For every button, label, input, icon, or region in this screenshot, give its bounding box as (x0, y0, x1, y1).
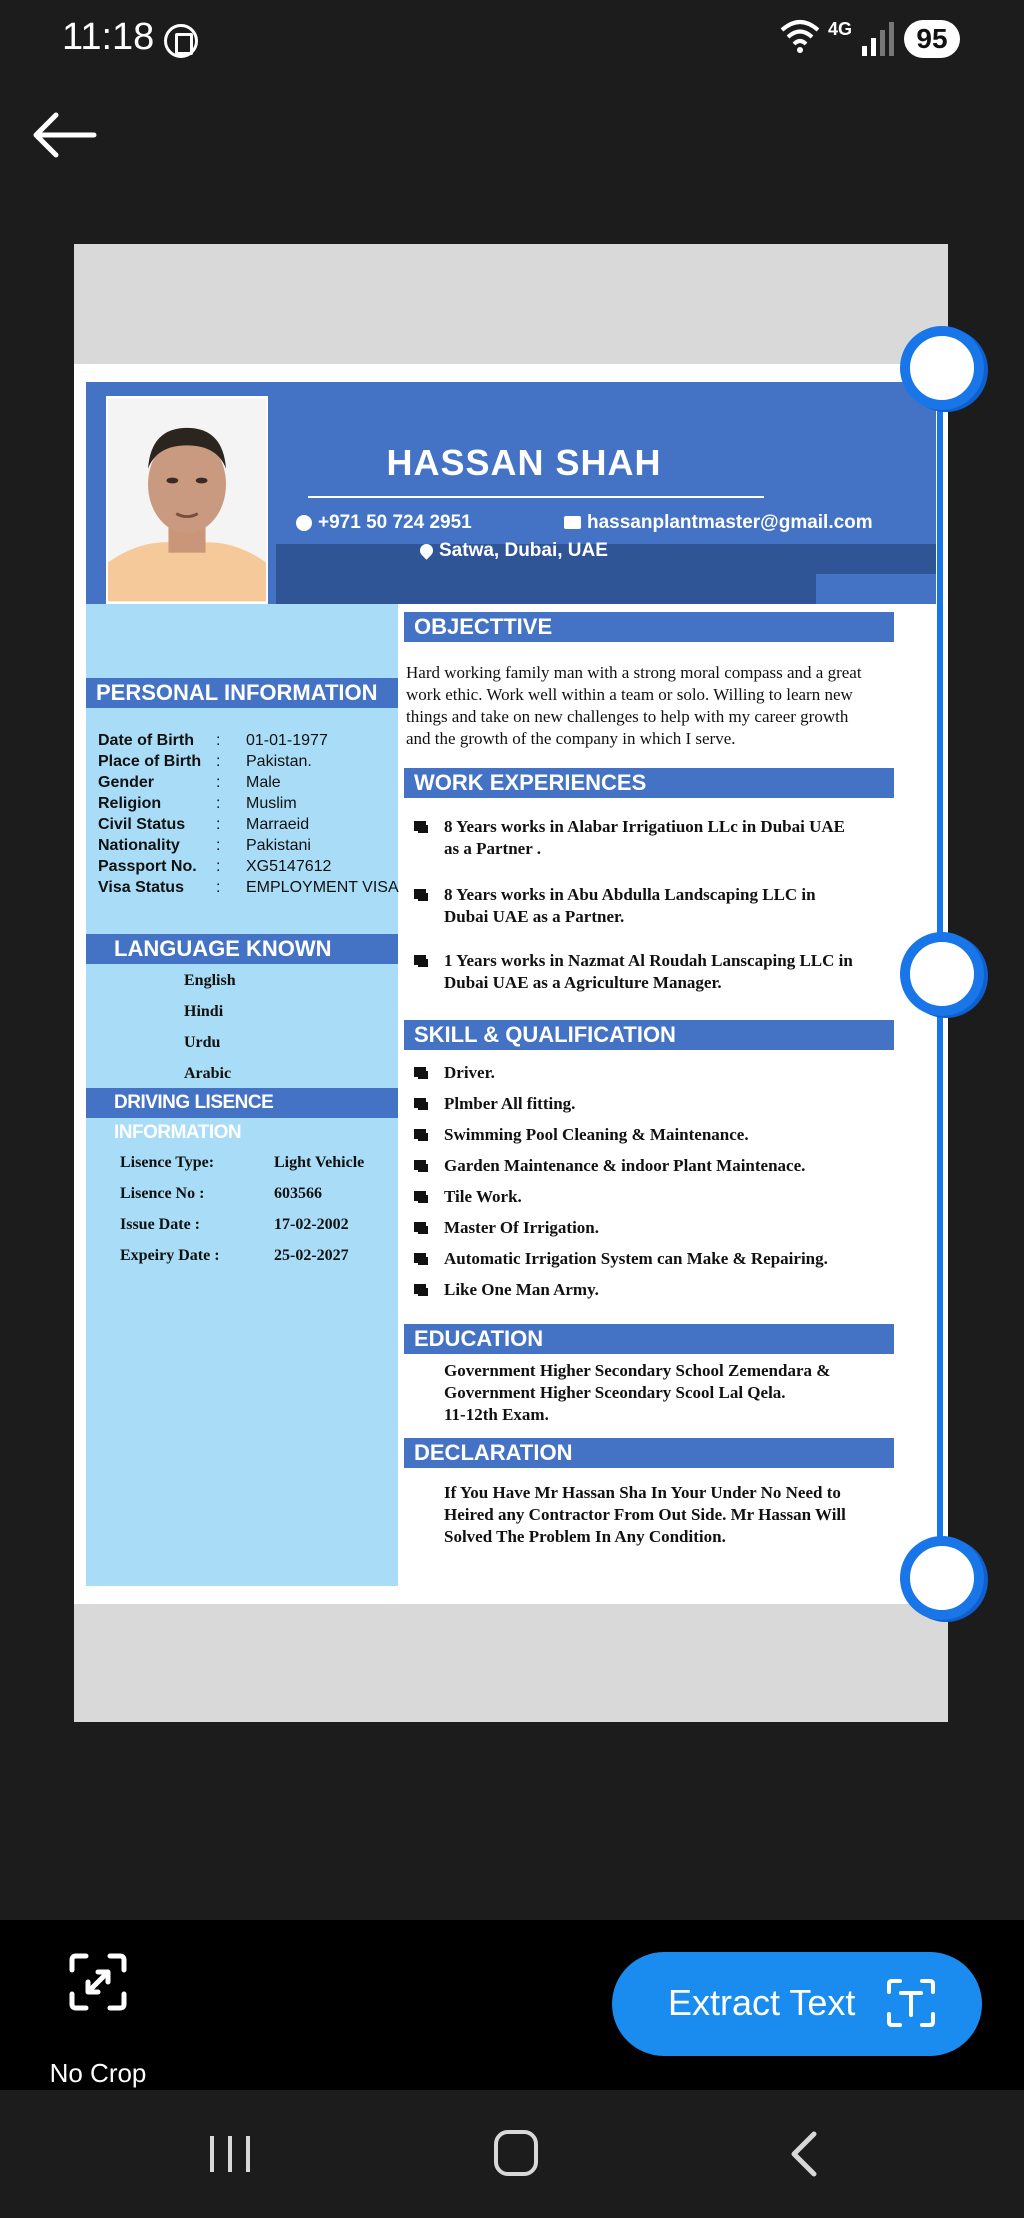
skill-item: Garden Maintenance & indoor Plant Maintenace. (444, 1156, 806, 1175)
no-crop-button[interactable] (30, 1950, 166, 2088)
info-row: Gender : Male (98, 774, 281, 791)
system-nav-bar (0, 2090, 1024, 2218)
skill-item: Driver. (444, 1063, 495, 1082)
contact-phone: +971 50 724 2951 (296, 512, 472, 534)
network-type: 4G (828, 19, 853, 39)
section-objective: OBJECTTIVE (404, 612, 894, 642)
crop-handle-middle-right[interactable] (900, 932, 984, 1016)
skill-item: Automatic Irrigation System can Make & Repairing. (444, 1249, 828, 1268)
wifi-icon (780, 18, 820, 54)
status-bar (0, 0, 1024, 80)
skill-item: Swimming Pool Cleaning & Maintenance. (444, 1125, 749, 1144)
resume (86, 382, 936, 1586)
section-education: EDUCATION (404, 1324, 894, 1354)
text-scan-icon (886, 1978, 936, 2028)
no-crop-label: No Crop (49, 2058, 147, 2088)
info-row: Nationality : Pakistani (98, 837, 311, 854)
skill-item: Plmber All fitting. (444, 1094, 576, 1113)
phone-icon (296, 515, 312, 531)
battery-level: 95 (904, 20, 960, 58)
info-row: Religion : Muslim (98, 795, 297, 812)
language-item: Hindi (184, 1003, 224, 1020)
work-item: 8 Years works in Abu Abdulla Landscaping LLC in Dubai UAE as a Partner. (444, 884, 914, 928)
section-driving-licence: DRIVING LISENCE INFORMATION (86, 1088, 398, 1118)
licence-row: Lisence Type: Light Vehicle (120, 1154, 365, 1171)
work-item: 8 Years works in Alabar Irrigatiuon LLc in Dubai UAE as a Partner . (444, 816, 914, 860)
contact-address: Satwa, Dubai, UAE (420, 540, 608, 562)
section-skills: SKILL & QUALIFICATION (404, 1020, 894, 1050)
crop-area[interactable] (74, 244, 948, 1722)
skill-item: Tile Work. (444, 1187, 522, 1206)
header-stripe (276, 574, 816, 604)
language-item: Urdu (184, 1034, 221, 1051)
resume-name: HASSAN SHAH (386, 442, 662, 483)
section-language: LANGUAGE KNOWN (86, 934, 398, 964)
skill-item: Master Of Irrigation. (444, 1218, 600, 1237)
licence-row: Expeiry Date : 25-02-2027 (120, 1247, 349, 1264)
document-preview (74, 364, 948, 1604)
licence-row: Lisence No : 603566 (120, 1185, 322, 1202)
section-work: WORK EXPERIENCES (404, 768, 894, 798)
declaration-text: If You Have Mr Hassan Sha In Your Under No Need to Heired any Contractor From Out Side. Mr Hassan Will Solved The Problem In Any Condition. (444, 1483, 846, 1546)
mail-icon (564, 516, 581, 529)
profile-photo (106, 396, 268, 604)
info-row: Passport No. : XG5147612 (98, 858, 332, 875)
home-icon[interactable] (494, 2130, 538, 2176)
extract-text-button[interactable] (612, 1952, 982, 2056)
signal-icon (862, 22, 894, 56)
bottom-toolbar (0, 1920, 1024, 2090)
status-time: 11:18 (62, 16, 155, 58)
crop-handle-bottom-right[interactable] (900, 1536, 984, 1620)
language-item: English (184, 972, 236, 989)
info-row: Place of Birth : Pakistan. (98, 753, 312, 770)
info-row: Visa Status : EMPLOYMENT VISA (98, 879, 399, 896)
back-arrow-icon[interactable] (30, 110, 100, 160)
location-pin-icon (417, 542, 435, 560)
contact-email: hassanplantmaster@gmail.com (564, 512, 873, 534)
objective-text: Hard working family man with a strong moral compass and a great work ethic. Work well within a team or solo. Willing to learn new things and take on new challenges to help with my career growth and the growth of the company in which I serve. (406, 663, 862, 748)
licence-row: Issue Date : 17-02-2002 (120, 1216, 349, 1233)
skill-item: Like One Man Army. (444, 1280, 599, 1299)
divider (308, 496, 764, 498)
section-personal-info: PERSONAL INFORMATION (86, 678, 398, 708)
info-row: Civil Status : Marraeid (98, 816, 310, 833)
extract-text-label: Extract Text (668, 1982, 856, 2023)
recents-icon[interactable] (208, 2134, 252, 2174)
nav-back-icon[interactable] (788, 2130, 818, 2178)
language-item: Arabic (184, 1065, 232, 1082)
work-item: 1 Years works in Nazmat Al Roudah Lanscaping LLC in Dubai UAE as a Agriculture Manager. (444, 950, 924, 994)
crop-handle-top-right[interactable] (900, 326, 984, 410)
section-declaration: DECLARATION (404, 1438, 894, 1468)
expand-icon (68, 1952, 128, 2012)
hourglass-icon (164, 24, 198, 58)
info-row: Date of Birth : 01-01-1977 (98, 732, 328, 749)
education-text: Government Higher Secondary School Zemendara & Government Higher Sceondary Scool Lal Qela. 11-12th Exam. (444, 1361, 831, 1424)
